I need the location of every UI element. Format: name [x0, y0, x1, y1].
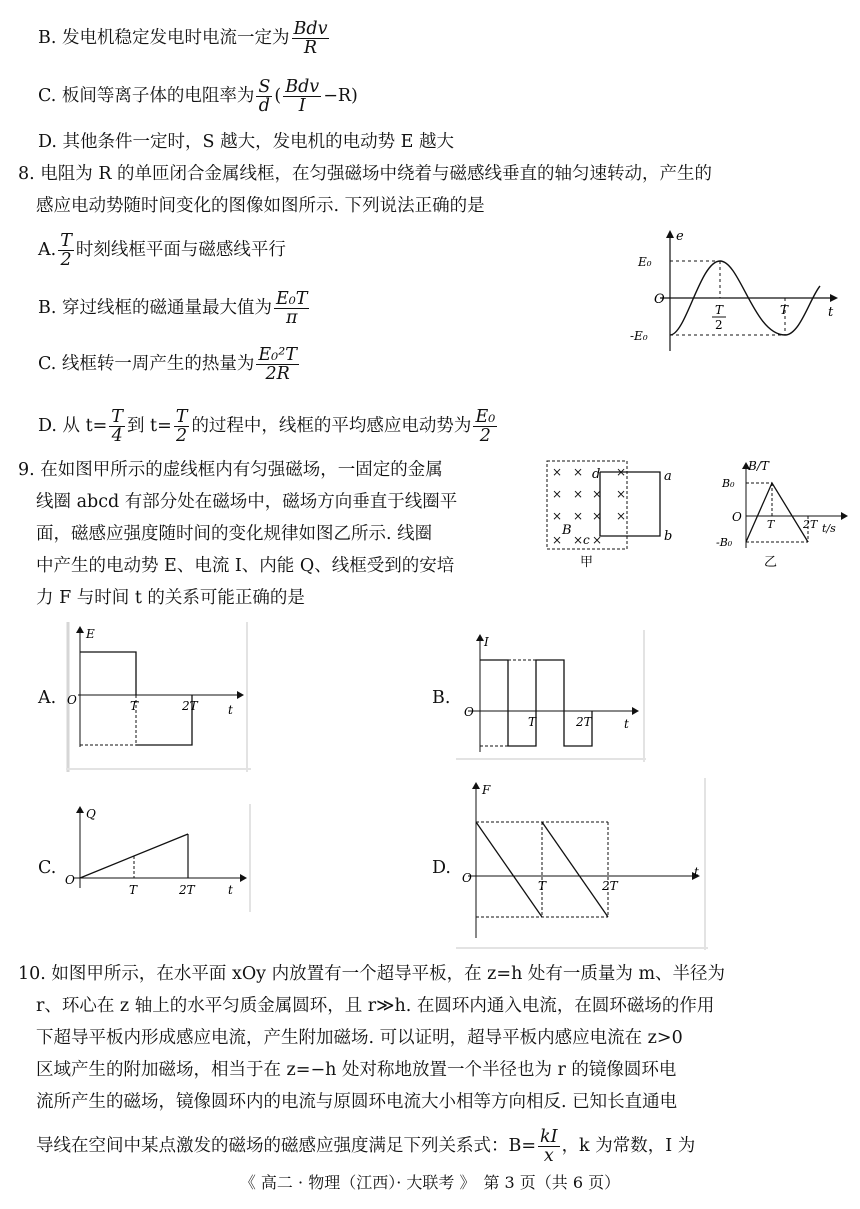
b0-label: B₀ — [722, 477, 735, 490]
q8-stem-line-2: 感应电动势随时间变化的图像如图所示. 下列说法正确的是 — [36, 196, 485, 216]
q10-line-3: 下超导平板内形成感应电流，产生附加磁场. 可以证明，超导平板内感应电流在 z>0 — [36, 1028, 683, 1048]
svg-text:×: × — [592, 509, 603, 523]
axis-q-label: Q — [86, 807, 96, 821]
q10-line-4: 区域产生的附加磁场，相当于在 z=−h 处对称地放置一个半径也为 r 的镜像圆环电 — [36, 1060, 677, 1080]
q8-option-c: C. 线框转一周产生的热量为 $\frac{\text{E₀²T}}{2R}$ — [38, 345, 297, 384]
q10-line-5: 流所产生的磁场，镜像圆环内的电流与原圆环电流大小相等方向相反. 已知长直通电 — [36, 1092, 678, 1112]
fraction: $\frac{\text{E₀}}{2}$ — [475, 407, 496, 446]
fraction: $\frac{\text{E₀T}}{\pi}$ — [276, 289, 308, 328]
fraction: $\frac{kI}{x}$ — [540, 1127, 558, 1166]
t2-label: 2T — [602, 879, 618, 893]
q9-option-d-graph — [456, 778, 708, 950]
t-full-label: T — [780, 303, 789, 317]
origin-label: O — [654, 292, 665, 307]
origin-label: O — [65, 873, 75, 887]
fraction: $\frac{\text{Bdv}}{R}$ — [293, 19, 328, 58]
q9-stem-line-3: 面，磁感应强度随时间的变化规律如图乙所示. 线圈 — [36, 524, 433, 544]
q9-stem-line-2: 线圈 abcd 有部分处在磁场中，磁场方向垂直于线圈平 — [36, 492, 458, 512]
t1-label: T — [130, 699, 139, 713]
q9-stem-line-1: 9. 在如图甲所示的虚线框内有匀强磁场，一固定的金属 — [18, 460, 443, 480]
svg-text:×: × — [592, 487, 603, 501]
origin-label: O — [67, 693, 77, 707]
origin-label: O — [462, 871, 472, 885]
svg-text:×: × — [552, 487, 563, 501]
t1-label: T — [129, 883, 138, 897]
q10-line-6: 导线在空间中某点激发的磁场的磁感应强度满足下列关系式：B= $\frac{kI}{x}$ ，k 为常数，I 为 — [36, 1127, 696, 1166]
neg-e0-label: -E₀ — [630, 329, 648, 343]
fraction: $\frac{S}{d}$ — [258, 77, 271, 116]
origin-label: O — [464, 705, 474, 719]
svg-text:×: × — [573, 465, 584, 479]
t1-label: T — [538, 879, 547, 893]
page-footer: 《 高二 · 物理（江西）· 大联考 》 第 3 页（共 6 页） — [239, 1173, 621, 1192]
t2-label: 2T — [179, 883, 195, 897]
svg-text:×: × — [552, 533, 563, 547]
q9-option-a-graph — [66, 622, 251, 772]
axis-t-label: t — [828, 305, 834, 320]
t2-label: 2T — [576, 715, 592, 729]
neg-b0-label: -B₀ — [716, 536, 733, 549]
q9-option-c-graph — [62, 804, 252, 912]
q9-option-a-label: A. — [38, 688, 57, 708]
svg-text:×: × — [592, 533, 603, 547]
axis-e-label: E — [86, 627, 95, 641]
svg-text:×: × — [616, 487, 627, 501]
axis-t-label: t/s — [822, 522, 836, 535]
axis-i-label: I — [484, 635, 489, 649]
q9-option-b-graph — [456, 630, 646, 762]
t2-label: 2T — [182, 699, 198, 713]
svg-text:×: × — [573, 533, 584, 547]
q10-line-1: 10. 如图甲所示，在水平面 xOy 内放置有一个超导平板，在 z=h 处有一质量为 m、半径为 — [18, 964, 726, 984]
q9-stem-line-4: 中产生的电动势 E、电流 I、内能 Q、线框受到的安培 — [36, 556, 455, 576]
q8-stem-line-1: 8. 电阻为 R 的单匝闭合金属线框，在匀强磁场中绕着与磁感线垂直的轴匀速转动，产生的 — [18, 164, 713, 184]
q9-stem-line-5: 力 F 与时间 t 的关系可能正确的是 — [36, 588, 305, 608]
q9-figure-yi — [710, 456, 850, 571]
t-half-num: T — [715, 303, 724, 317]
field-b-label: B — [562, 523, 572, 538]
q8-option-a: A. $\frac{T}{2}$ 时刻线框平面与磁感线平行 — [38, 231, 286, 270]
q7-option-b: B. 发电机稳定发电时电流一定为 $\frac{\text{Bdv}}{R}$ — [38, 19, 328, 58]
q8-emf-graph — [620, 226, 845, 356]
e0-label: E₀ — [638, 255, 652, 269]
svg-text:×: × — [573, 487, 584, 501]
q8-option-b: B. 穿过线框的磁通量最大值为 $\frac{\text{E₀T}}{\pi}$ — [38, 289, 308, 328]
axis-t-label: t — [228, 883, 233, 897]
fraction: $\frac{T}{4}$ — [111, 407, 123, 446]
svg-text:×: × — [573, 509, 584, 523]
fraction: $\frac{T}{2}$ — [175, 407, 188, 446]
q9-option-c-label: C. — [38, 858, 57, 878]
q9-option-b-label: B. — [432, 688, 451, 708]
fraction: $\frac{\text{E₀²T}}{2R}$ — [258, 345, 297, 384]
q8-option-d: D. 从 t= $\frac{T}{4}$ 到 t= $\frac{T}{2}$ 的过程中，线框的平均感应电动势为 $\frac{\text{E₀}}{2}$ — [38, 407, 496, 446]
axis-t-label: t — [694, 865, 699, 879]
axis-t-label: t — [228, 703, 233, 717]
corner-a: a — [664, 469, 672, 484]
axis-b-label: B/T — [748, 459, 769, 473]
t1-label: T — [528, 715, 537, 729]
svg-text:×: × — [616, 509, 627, 523]
q9-option-d-label: D. — [432, 858, 451, 878]
fig-jia-label: 甲 — [580, 555, 594, 568]
t-half-den: 2 — [715, 318, 723, 332]
q7-option-c: C. 板间等离子体的电阻率为 $\frac{S}{d}$ ( $\frac{\text{Bdv}}{I}$ −R) — [38, 77, 358, 116]
svg-text:×: × — [616, 465, 627, 479]
corner-b: b — [664, 529, 673, 544]
corner-d: d — [592, 467, 601, 482]
fraction: $\frac{T}{2}$ — [60, 231, 72, 270]
q10-line-2: r、环心在 z 轴上的水平匀质金属圆环，且 r≫h. 在圆环内通入电流，在圆环磁场的作用 — [36, 996, 715, 1016]
fig-yi-label: 乙 — [764, 555, 778, 570]
q7-option-d: D. 其他条件一定时，S 越大，发电机的电动势 E 越大 — [38, 132, 454, 152]
axis-t-label: t — [624, 717, 629, 731]
q9-figure-jia — [540, 458, 690, 568]
axis-f-label: F — [482, 783, 491, 797]
svg-text:×: × — [552, 509, 563, 523]
svg-text:×: × — [552, 465, 563, 479]
origin-label: O — [732, 510, 742, 524]
corner-c: c — [583, 533, 590, 547]
axis-e-label: e — [676, 229, 684, 244]
t2-label: 2T — [803, 518, 818, 531]
fraction: $\frac{\text{Bdv}}{I}$ — [285, 77, 320, 116]
t1-label: T — [767, 518, 775, 531]
